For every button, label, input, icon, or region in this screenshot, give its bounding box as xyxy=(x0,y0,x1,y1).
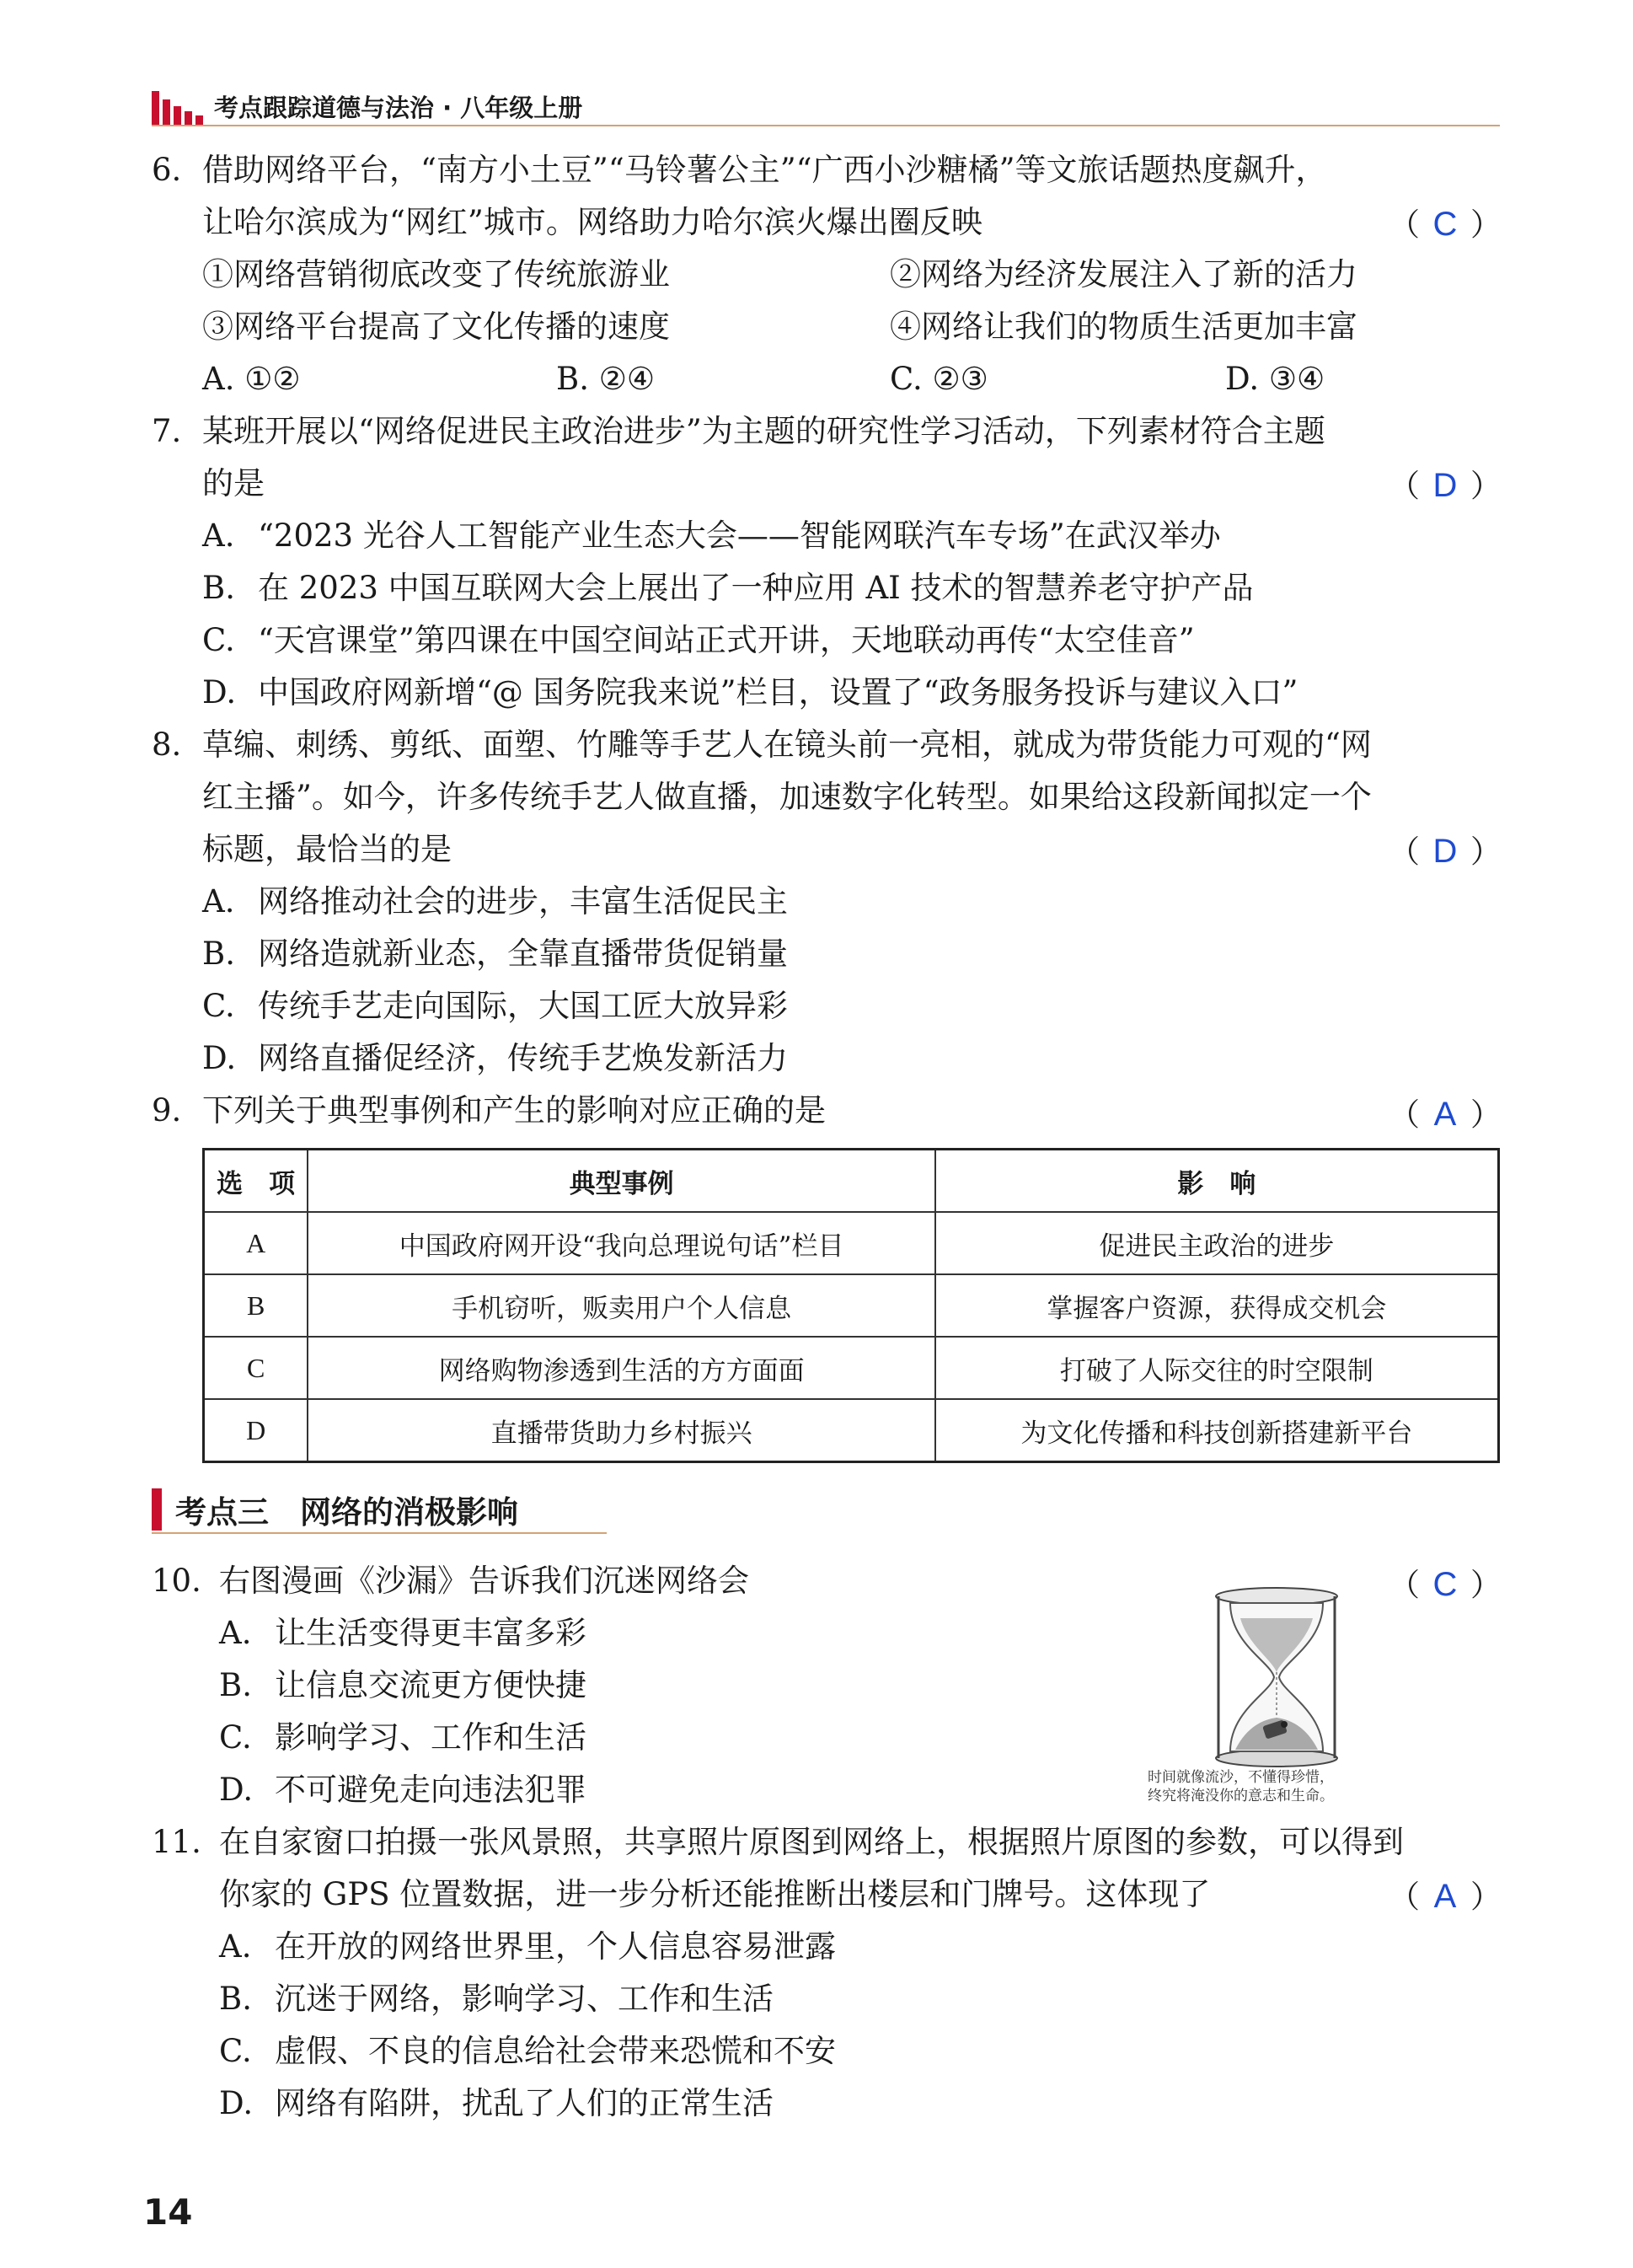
question-7-option-a: A. “2023 光谷人工智能产业生态大会——智能网联汽车专场”在武汉举办 xyxy=(202,517,1221,554)
question-6-stem-line1: 借助网络平台，“南方小土豆”“马铃薯公主”“广西小沙糖橘”等文旅话题热度飙升， xyxy=(202,152,1327,188)
question-6-statement-4: ④网络让我们的物质生活更加丰富 xyxy=(890,308,1357,345)
running-header xyxy=(152,88,1500,126)
table-cell-impact: 为文化传播和科技创新搭建新平台 xyxy=(935,1399,1499,1462)
question-11-answer: A xyxy=(1433,1878,1457,1915)
question-8-stem-line2: 红主播”。如今，许多传统手艺人做直播，加速数字化转型。如果给这段新闻拟定一个 xyxy=(202,779,1372,815)
question-10-option-c: C. 影响学习、工作和生活 xyxy=(219,1719,586,1756)
section-title: 考点三 网络的消极影响 xyxy=(175,1494,518,1531)
question-11-stem-line1: 在自家窗口拍摄一张风景照，共享照片原图到网络上，根据照片原图的参数，可以得到 xyxy=(219,1824,1404,1860)
question-7-stem-line2: 的是 xyxy=(202,465,265,501)
question-9-number: 9. xyxy=(152,1092,182,1129)
question-7-option-b: B. 在 2023 中国互联网大会上展出了一种应用 AI 技术的智慧养老守护产品 xyxy=(202,570,1254,606)
table-header-row xyxy=(204,1150,1499,1213)
table-cell-option: B xyxy=(204,1274,308,1337)
question-9-answer-box: （ A ） xyxy=(1389,1096,1502,1133)
question-7-option-d: D. 中国政府网新增“@ 国务院我来说”栏目，设置了“政务服务投诉与建议入口” xyxy=(202,674,1298,710)
question-10-option-b: B. 让信息交流更方便快捷 xyxy=(219,1667,586,1703)
question-6-number: 6. xyxy=(152,152,182,188)
question-6-option-b: B. ②④ xyxy=(556,361,656,397)
cartoon-caption-line2: 终究将淹没你的意志和生命。 xyxy=(1148,1788,1334,1804)
question-11-number: 11. xyxy=(152,1824,201,1860)
page-number: 14 xyxy=(143,2191,193,2233)
question-9-stem: 下列关于典型事例和产生的影响对应正确的是 xyxy=(202,1092,826,1129)
question-8-option-a: A. 网络推动社会的进步，丰富生活促民主 xyxy=(202,883,788,920)
book-title: 考点跟踪道德与法治 · 八年级上册 xyxy=(214,94,583,122)
hourglass-cartoon-icon xyxy=(1197,1584,1357,1770)
section-rule xyxy=(152,1532,607,1534)
question-7-option-c: C. “天宫课堂”第四课在中国空间站正式开讲，天地联动再传“太空佳音” xyxy=(202,622,1195,658)
question-11-option-d: D. 网络有陷阱，扰乱了人们的正常生活 xyxy=(219,2085,774,2121)
question-6-statement-3: ③网络平台提高了文化传播的速度 xyxy=(202,308,670,345)
table-cell-option: D xyxy=(204,1399,308,1462)
question-8-option-c: C. 传统手艺走向国际，大国工匠大放异彩 xyxy=(202,988,788,1024)
question-11-option-b: B. 沉迷于网络，影响学习、工作和生活 xyxy=(219,1981,774,2017)
table-cell-example: 中国政府网开设“我向总理说句话”栏目 xyxy=(308,1212,934,1274)
table-row xyxy=(204,1212,1499,1274)
table-header-impact: 影 响 xyxy=(935,1150,1499,1213)
question-6-answer-box: （ C ） xyxy=(1389,206,1502,243)
table-cell-option: C xyxy=(204,1337,308,1399)
section-heading xyxy=(152,1483,607,1534)
cartoon-caption-line1: 时间就像流沙，不懂得珍惜， xyxy=(1148,1769,1334,1786)
question-10-option-d: D. 不可避免走向违法犯罪 xyxy=(219,1772,586,1808)
question-10-stem: 右图漫画《沙漏》告诉我们沉迷网络会 xyxy=(219,1563,749,1599)
table-cell-option: A xyxy=(204,1212,308,1274)
table-row xyxy=(204,1399,1499,1462)
question-8-stem-line3: 标题，最恰当的是 xyxy=(202,831,452,867)
table-cell-impact: 打破了人际交往的时空限制 xyxy=(935,1337,1499,1399)
publisher-logo-icon xyxy=(152,91,204,125)
question-11-option-a: A. 在开放的网络世界里，个人信息容易泄露 xyxy=(219,1928,836,1965)
question-6-option-d: D. ③④ xyxy=(1225,361,1325,397)
table-row xyxy=(204,1274,1499,1337)
table-cell-impact: 掌握客户资源，获得成交机会 xyxy=(935,1274,1499,1337)
question-6-answer: C xyxy=(1432,206,1458,243)
question-10-number: 10. xyxy=(152,1563,201,1599)
question-8-number: 8. xyxy=(152,727,182,763)
table-header-example: 典型事例 xyxy=(308,1150,934,1213)
question-7-answer-box: （ D ） xyxy=(1389,467,1502,504)
question-8-option-b: B. 网络造就新业态，全靠直播带货促销量 xyxy=(202,936,788,972)
question-9-table xyxy=(202,1148,1500,1463)
question-6-statement-1: ①网络营销彻底改变了传统旅游业 xyxy=(202,256,670,292)
question-8-option-d: D. 网络直播促经济，传统手艺焕发新活力 xyxy=(202,1040,788,1076)
section-accent-bar xyxy=(152,1488,162,1531)
question-7-number: 7. xyxy=(152,413,182,449)
table-row xyxy=(204,1337,1499,1399)
table-cell-example: 网络购物渗透到生活的方方面面 xyxy=(308,1337,934,1399)
header-rule xyxy=(152,125,1500,126)
question-7-stem-line1: 某班开展以“网络促进民主政治进步”为主题的研究性学习活动，下列素材符合主题 xyxy=(202,413,1325,449)
table-header-option: 选 项 xyxy=(204,1150,308,1213)
question-6-statement-2: ②网络为经济发展注入了新的活力 xyxy=(890,256,1357,292)
question-8-stem-line1: 草编、刺绣、剪纸、面塑、竹雕等手艺人在镜头前一亮相，就成为带货能力可观的“网 xyxy=(202,727,1372,763)
question-6-option-c: C. ②③ xyxy=(890,361,988,397)
question-11-answer-box: （ A ） xyxy=(1389,1878,1502,1915)
question-10-option-a: A. 让生活变得更丰富多彩 xyxy=(219,1615,586,1651)
question-8-answer-box: （ D ） xyxy=(1389,833,1502,870)
question-9-answer: A xyxy=(1433,1096,1457,1133)
question-11-option-c: C. 虚假、不良的信息给社会带来恐慌和不安 xyxy=(219,2033,836,2069)
question-7-answer: D xyxy=(1432,467,1458,504)
question-6-stem-line2: 让哈尔滨成为“网红”城市。网络助力哈尔滨火爆出圈反映 xyxy=(202,204,982,240)
table-cell-example: 直播带货助力乡村振兴 xyxy=(308,1399,934,1462)
table-cell-example: 手机窃听，贩卖用户个人信息 xyxy=(308,1274,934,1337)
question-10-answer-box: （ C ） xyxy=(1389,1566,1502,1603)
table-cell-impact: 促进民主政治的进步 xyxy=(935,1212,1499,1274)
question-8-answer: D xyxy=(1432,833,1458,870)
question-10-answer: C xyxy=(1432,1566,1458,1603)
question-11-stem-line2: 你家的 GPS 位置数据，进一步分析还能推断出楼层和门牌号。这体现了 xyxy=(219,1876,1211,1912)
question-6-option-a: A. ①② xyxy=(202,361,301,397)
